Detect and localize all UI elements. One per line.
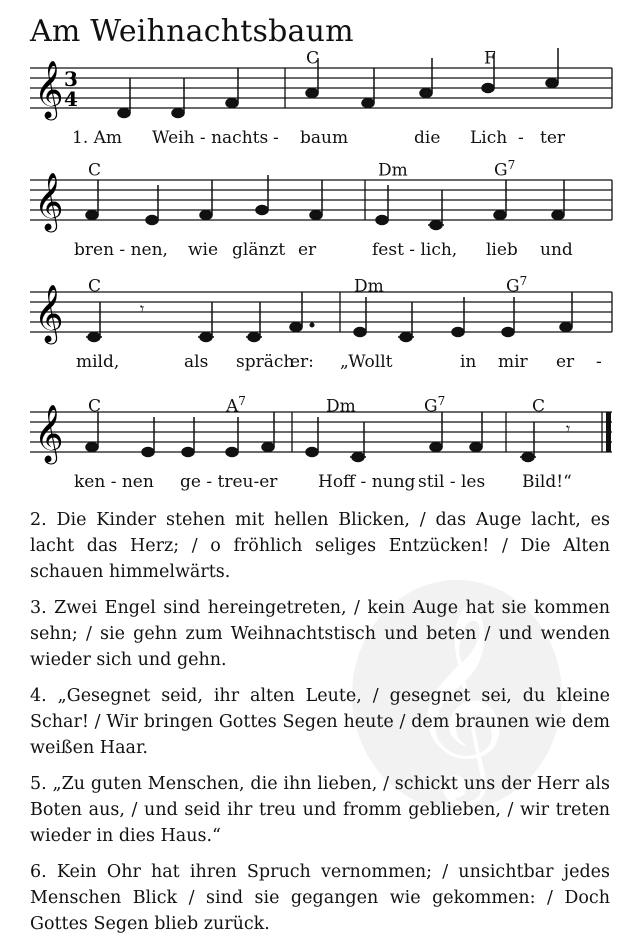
lyric-syllable: er [298,240,317,260]
chord-label: C [88,276,102,297]
verse-3: 3. Zwei Engel sind hereingetreten, / kein Auge hat sie kommen sehn; / sie gehn zum Weihnachtstisch und beten / und wenden wieder sich und gehn. [30,598,610,670]
lyric-syllable: die [414,128,441,148]
lyric-syllable: ge - treu-er [180,472,278,492]
eighth-rest-icon: 𝄾 [140,299,145,318]
lyric-syllable: in [460,352,477,372]
lyric-syllable: fest - lich, [372,240,458,260]
lyric-syllable: - [518,128,524,148]
lyric-syllable: ter [540,128,566,148]
final-barline [606,412,611,452]
treble-clef-icon: 𝄞 [34,284,64,342]
music-system-1 [0,46,640,176]
lyric-syllable: „Wollt [340,352,393,372]
staff-1 [0,46,640,126]
verse-6: 6. Kein Ohr hat ihren Spruch vernommen; / unsichtbar jedes Menschen Blick / sind sie gegangen wie gekommen: / Doch Gottes Segen blieb zurück. [30,862,610,934]
verse-2: 2. Die Kinder stehen mit hellen Blicken, / das Auge lacht, es lacht das Herz; / o fröhlich seliges Entzücken! / Die Alten schauen himmelwärts. [30,510,610,582]
verse-4: 4. „Gesegnet seid, ihr alten Leute, / gesegnet sei, du kleine Schar! / Wir bringen Gottes Segen heute / dem braunen wie dem weißen Haar. [30,686,610,758]
chord-label: $A^7$ [226,394,246,417]
time-signature: 3 [64,67,78,91]
chord-label: C [306,48,320,69]
music-system-4 [0,390,640,520]
lyric-syllable: als [184,352,209,372]
lyric-syllable: bren - nen, [74,240,168,260]
page-title: Am Weihnachtsbaum [30,14,354,49]
chord-label: $G^7$ [506,274,528,297]
music-system-2 [0,158,640,288]
verses-section [30,507,610,947]
lyric-syllable: mir [498,352,528,372]
chord-label: $G^7$ [424,394,446,417]
lyric-syllable: er: [290,352,314,372]
lyric-syllable: spräch [236,352,295,372]
music-system-3 [0,270,640,400]
chord-label: $G^7$ [494,158,516,181]
lyric-syllable: und [540,240,573,260]
chord-label: Dm [354,276,384,297]
eighth-rest-icon: 𝄾 [566,419,571,438]
lyric-syllable: Bild!“ [522,472,572,492]
chord-label: Dm [378,160,408,181]
lyric-syllable: ken - nen [74,472,154,492]
lyric-syllable: Lich [470,128,508,148]
lyric-syllable: wie [188,240,219,260]
lyric-syllable: Hoff - nung [318,472,416,492]
chord-label: Dm [326,396,356,417]
treble-clef-icon: 𝄞 [34,172,64,230]
lyric-syllable: baum [300,128,349,148]
lyric-syllable: stil - les [418,472,486,492]
chord-label: F [484,48,496,69]
lyric-syllable: er [556,352,575,372]
lyric-syllable: glänzt [232,240,286,260]
treble-clef-icon: 𝄞 [34,404,64,462]
verse-5: 5. „Zu guten Menschen, die ihn lieben, / schickt uns der Herr als Boten aus, / und seid ihr treu und fromm geblieben, / wir treten wieder in dies Haus.“ [30,774,610,846]
chord-label: C [532,396,546,417]
lyric-syllable: Weih - nachts [152,128,269,148]
lyric-syllable: - [596,352,602,372]
treble-clef-icon: 𝄞 [34,60,64,118]
lyric-syllable: lieb [486,240,518,260]
chord-label: C [88,160,102,181]
svg-text:4: 4 [64,87,78,111]
lyric-syllable: 1. Am [72,128,123,148]
chord-label: C [88,396,102,417]
lyric-syllable: - [273,128,279,148]
lyric-syllable: mild, [76,352,120,372]
watermark-logo: 𝄞 [352,580,562,810]
